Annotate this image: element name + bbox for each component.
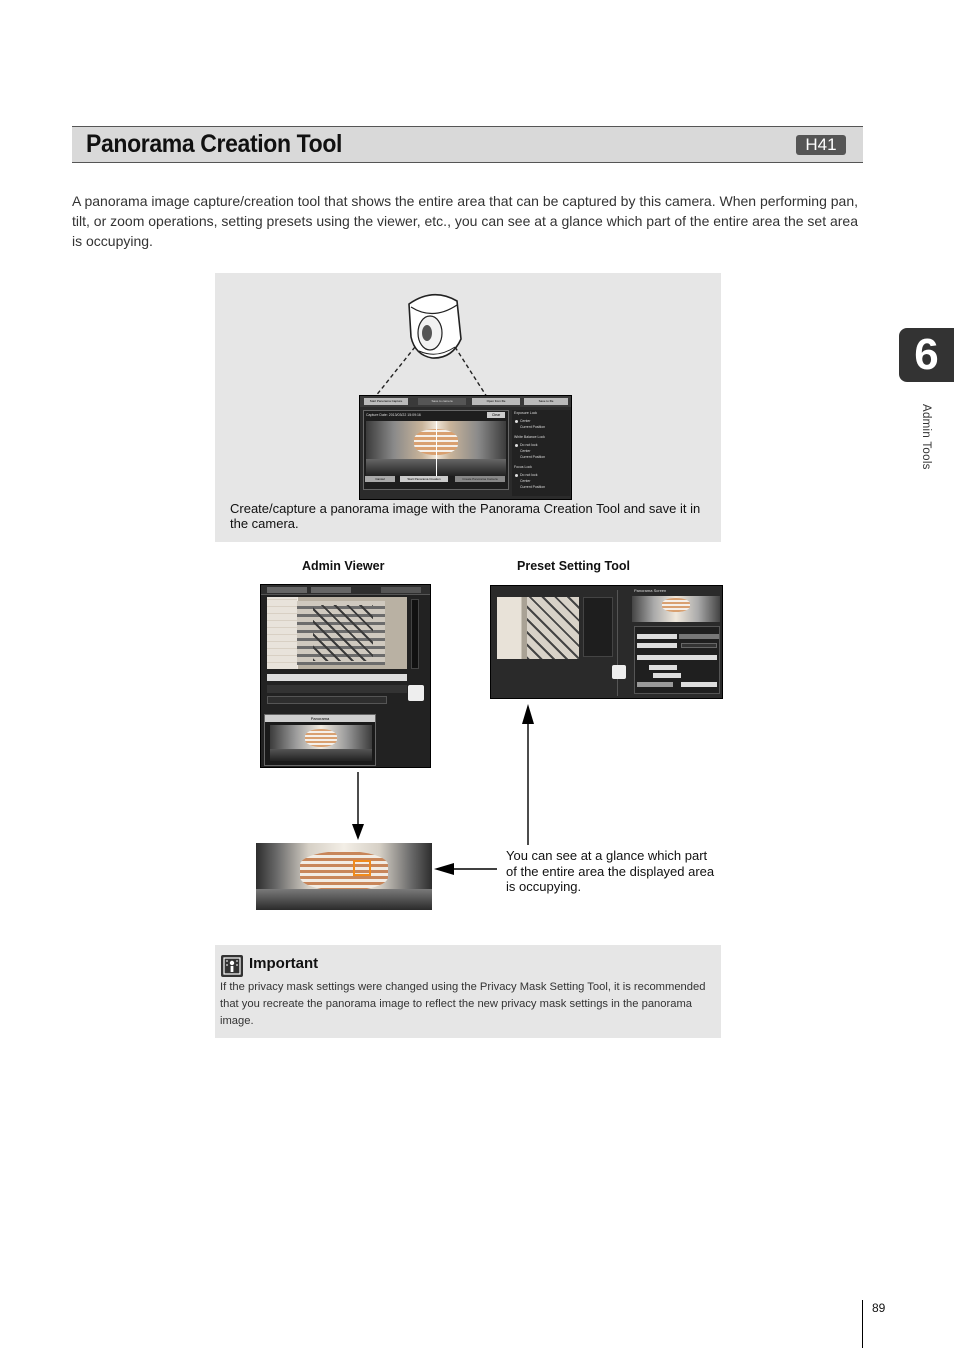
viewer-panorama-image (270, 725, 372, 761)
wb-option-donotlock[interactable]: Do not lock (520, 443, 538, 447)
start-creation-button[interactable]: Start Panorama Creation (400, 476, 448, 482)
page-number: 89 (872, 1301, 886, 1315)
important-box (215, 945, 721, 1038)
arrow-to-panorama-strip (434, 863, 497, 875)
focus-option-center[interactable]: Center (520, 479, 531, 483)
admin-viewer-screenshot (260, 584, 431, 768)
ptz-camera-icon (409, 295, 461, 358)
camera-illustration (215, 273, 721, 403)
important-title: Important (249, 955, 319, 972)
save-camera-button[interactable]: Save to camera (418, 398, 466, 405)
arrow-to-preset-tool (522, 704, 534, 845)
open-file-button[interactable]: Open from file (472, 398, 520, 405)
page-divider (862, 1300, 863, 1348)
focus-lock-title: Focus Lock (514, 465, 532, 469)
capture-panel-caption: Create/capture a panorama image with the Panorama Creation Tool and save it in the camera. (230, 501, 701, 531)
viewer-live-image (267, 597, 407, 669)
panorama-tool-screenshot (359, 395, 572, 500)
important-body: If the privacy mask settings were changed using the Privacy Mask Setting Tool, it is recommended that you recreate the panorama image to reflect the new privacy mask settings in the panorama image. (220, 981, 706, 1027)
capture-date: Capture Date: 2013/03/22 15:09:16 (366, 413, 421, 417)
exposure-option-center[interactable]: Center (520, 419, 531, 423)
exposure-option-current[interactable]: Current Position (520, 425, 546, 429)
panorama-capture-panel (215, 273, 721, 542)
focus-option-current[interactable]: Current Position (520, 485, 546, 489)
page-title: Panorama Creation Tool (86, 130, 343, 158)
cancel-button[interactable]: Cancel (365, 476, 395, 482)
current-view-indicator (353, 860, 371, 876)
preset-live-image (497, 597, 579, 659)
exposure-lock-title: Exposure Lock (514, 411, 538, 415)
preset-tool-label: Preset Setting Tool (517, 559, 630, 573)
save-file-button[interactable]: Save to file (524, 398, 568, 405)
section-title-bar (72, 126, 863, 163)
focus-option-donotlock[interactable]: Do not lock (520, 473, 538, 477)
start-capture-button[interactable]: Start Panorama Capture (364, 398, 408, 405)
model-badge: H41 (796, 135, 846, 155)
clear-button[interactable]: Clear (487, 412, 505, 418)
panorama-result-image (256, 843, 432, 910)
arrow-viewer-to-panorama (352, 772, 364, 840)
create-panorama-camera-button[interactable]: Create Panorama Camera (455, 476, 505, 482)
wb-option-current[interactable]: Current Position (520, 455, 546, 459)
admin-viewer-label: Admin Viewer (302, 559, 385, 573)
wb-option-center[interactable]: Center (520, 449, 531, 453)
intro-paragraph: A panorama image capture/creation tool that shows the entire area that can be captured by this camera. When performing pan, tilt, or zoom operations, setting presets using the viewer, etc., you can see at a glance which part of the entire area the set area is occupying. (72, 193, 859, 249)
preset-tool-screenshot (490, 585, 723, 699)
important-icon (221, 955, 243, 977)
preset-panorama-title: Panorama Screen (634, 588, 667, 593)
panorama-window-title: Panorama (265, 715, 375, 722)
preset-panorama-image (632, 596, 720, 622)
chapter-tab: 6 (899, 328, 954, 382)
chapter-label: Admin Tools (920, 404, 932, 470)
glance-caption: You can see at a glance which part of the entire area the displayed area is occupying. (506, 848, 715, 894)
wb-lock-title: White Balance Lock (514, 435, 545, 439)
